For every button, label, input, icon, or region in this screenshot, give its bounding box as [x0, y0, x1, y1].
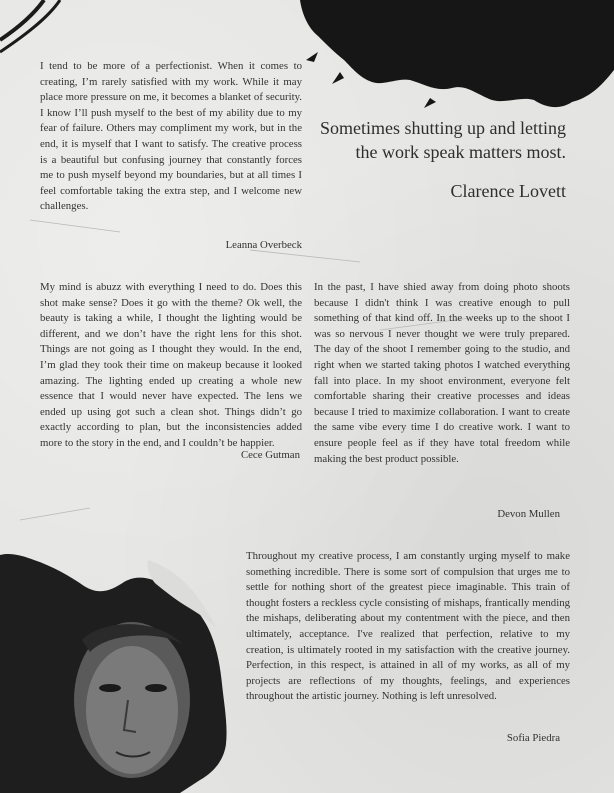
right-eye	[145, 684, 167, 692]
quote-devon-mullen: In the past, I have shied away from doing photo shoots because I didn't think I was creative enough to pull something of that kind off. In the weeks up to the shoot I was so nervous I never thought we were truly prepared. The day of the shoot I remember going to the studio, and right when we started taking photos I watched everything fall into place. In my shoot environment, everyone felt comfortable sharing their creative processes and ideas because I tried to maximize collaboration. I want to create the same vibe every time I do creative work. I want to ensure people feel as if they have total freedom while making the best product possible.	[314, 281, 570, 465]
left-eye	[99, 684, 121, 692]
author-leanna-overbeck: Leanna Overbeck	[225, 239, 302, 251]
author-devon-mullen: Devon Mullen	[497, 508, 560, 520]
quote-cece-gutman: My mind is abuzz with everything I need to do. Does this shot make sense? Does it go with the theme? Ok well, the beauty is taking a while, I thought the lighting would be different, and we don’t have the right lens for this shot. Things are not going as I thought they would. In the end, I’m glad they took their time on makeup because it looked amazing. The lighting ended up creating a whole new essence that I would never have expected. The lens we ended up using got such a clean shot. Things didn’t go exactly according to plan, but the inconsistencies added more to the story in the end, and I couldn’t be happier.	[40, 281, 302, 449]
author-sofia-piedra: Sofia Piedra	[506, 732, 560, 744]
quote-leanna-overbeck: I tend to be more of a perfectionist. When it comes to creating, I’m rarely satisfied with my work. While it may place more pressure on me, it becomes a blanket of security. I know I’ll push myself to the best of my ability due to my fear of failure. Others may compliment my work, but in the end, it is myself that I want to satisfy. The creative process is a beautiful but confusing journey that constantly forces me to push myself beyond my boundaries, but at all times I feel comfortable taking the extra step, and I welcome new challenges.	[40, 60, 302, 213]
pull-quote-author: Clarence Lovett	[450, 181, 566, 201]
ink-blot-top-right	[300, 0, 614, 107]
brush-stroke-top-left-2	[0, 0, 60, 52]
pull-quote: Sometimes shutting up and letting the work speak matters most.	[320, 118, 566, 162]
quote-sofia-piedra: Throughout my creative process, I am constantly urging myself to make something incredible. There is some sort of compulsion that urges me to settle for nothing short of the greatest piece imaginable. This train of thought fosters a reckless cycle consisting of mishaps, frantically mending the mishaps, deliberating about my contentment with the piece, and then ultimately, acceptance. I've realized that perfection, relative to my creation, is ultimately rooted in my satisfaction with the creative journey. Perfection, in this respect, is attained in all of my works, as all of my projects are reflections of my thoughts, feelings, and experiences throughout the artistic journey. Nothing is left unresolved.	[246, 550, 570, 703]
brush-stroke-top-left	[0, 0, 44, 40]
author-cece-gutman: Cece Gutman	[240, 449, 300, 461]
